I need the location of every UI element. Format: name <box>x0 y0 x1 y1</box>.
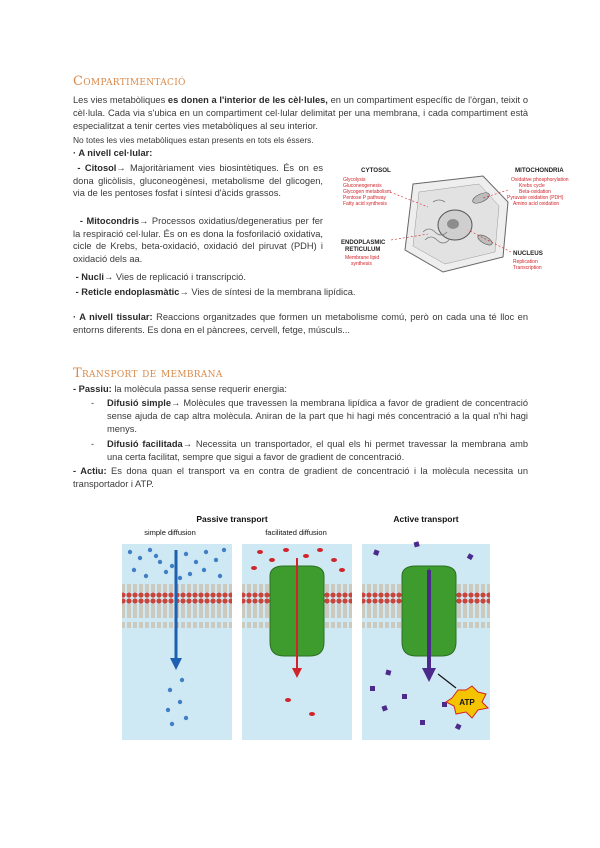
note-line: No totes les vies metabòliques estan presents en tots els éssers. <box>73 135 314 145</box>
mito-item-2: Beta-oxidation <box>519 189 551 195</box>
cytosol-title: CYTOSOL <box>361 167 391 174</box>
er-item-0: Membrane lipid <box>345 255 380 261</box>
citosol-text: Majoritàriament vies biosintètiques. És on es dona glicòlisis, gluconeogènesi, metabolisme del glicogen, via de les pentoses fosfat i síntesi d'àcids grassos. <box>73 163 323 199</box>
facil-text: Necessita un transportador, el qual els hi permet travessar la membrana amb una certa facilitat, sempre que sigui a favor de gradient de concentració. <box>107 439 528 462</box>
nucleus-item-1: Transcription <box>513 265 542 271</box>
mito-item-3: Pyruvate oxidation (PDH) <box>507 195 564 201</box>
panel-facilitated-diffusion <box>242 544 352 740</box>
cell-illustration <box>405 176 508 272</box>
tissue-paragraph <box>73 311 528 337</box>
cellular-label: · A nivell cel·lular: <box>73 148 153 158</box>
active-transport-title: Active transport <box>393 514 459 524</box>
passiu-text: la molècula passa sense requerir energia: <box>111 384 287 394</box>
panel-active-transport <box>362 541 490 740</box>
intro-paragraph <box>73 94 528 134</box>
passive-transport-title: Passive transport <box>196 514 268 524</box>
mito-item-1: Krebs cycle <box>519 183 545 189</box>
nucli-text: Vies de replicació i transcripció. <box>113 272 246 282</box>
tissue-label: · A nivell tissular: <box>73 312 153 322</box>
actiu-paragraph <box>73 465 528 491</box>
nucleolus-shape <box>447 219 459 229</box>
bullet-dash: - <box>91 398 95 408</box>
mito-text: Processos oxidatius/degeneratius per fer la respiració cel·lular. És on es dona la fosforilació oxidativa, cicle de Krebs, beta-oxidació, oxidació del piruvat (PDH) i oxidació dels aa. <box>73 216 323 264</box>
er-title-line1: ENDOPLASMIC <box>341 240 386 246</box>
simple-label: Difusió simple→ <box>107 398 181 408</box>
citosol-item <box>73 162 323 200</box>
membrane-transport-figure <box>120 510 492 742</box>
tissue-text: Reaccions organitzades que formen un metabolisme comú, però on cada una té lloc en entorns diferents. Es dona en el pàncrees, cervell, fetge, músculs... <box>73 312 528 336</box>
mito-title: MITOCHONDRIA <box>515 167 564 174</box>
simple-text: Molècules que travessen la membrana lipídica a favor de gradient de concentració sense ajuda de cap altra molècula. Aniran de la part que hi hagi més concentració a la qual n'hi hagi menys. <box>107 398 528 434</box>
re-text: Vies de síntesi de la membrana lipídica. <box>188 287 356 297</box>
nucleus-title: NUCLEUS <box>513 250 543 257</box>
nucli-label: - Nucli→ <box>75 272 114 282</box>
panel-simple-diffusion <box>122 544 232 740</box>
cytosol-item-2: Glycogen metabolism <box>343 189 392 195</box>
re-label: - Reticle endoplasmàtic→ <box>75 287 189 297</box>
actiu-label: - Actiu: <box>73 466 107 476</box>
passiu-line <box>73 383 287 396</box>
citosol-label: - Citosol→ <box>77 163 126 173</box>
facilitated-diffusion-label: facilitated diffusion <box>265 528 327 537</box>
simple-diffusion-item <box>107 397 528 436</box>
cell-compartments-figure <box>333 162 583 280</box>
nucleus-item-0: Replication <box>513 259 538 265</box>
nucli-item <box>73 271 246 284</box>
passiu-label: - Passiu: <box>73 384 112 394</box>
actiu-text: Es dona quan el transport va en contra de gradient de concentració i la molècula necessita un transportador i ATP. <box>73 466 528 490</box>
intro-prefix: Les vies metabòliques <box>73 95 168 105</box>
section-title-transport: Transport de membrana <box>73 366 223 381</box>
cytosol-item-3: Pentose P pathway <box>343 195 386 201</box>
mito-label: - Mitocondris→ <box>79 216 149 226</box>
intro-bold: es donen a l'interior de les cèl·lules, <box>167 95 328 105</box>
cytosol-item-4: Fatty acid synthesis <box>343 201 387 207</box>
intro-rest: en un compartiment específic de l'òrgan, teixit o cèl·lula. Cada via s'ubica en un compartiment cel·lular delimitat per una membrana, i cada compartiment està especialitzat a tenir certes vies metabòliques al seu interior. <box>73 95 528 132</box>
er-item-1: synthesis <box>351 261 372 267</box>
re-item <box>73 286 356 299</box>
section-title-compartimentacio: Compartimentació <box>73 74 186 89</box>
facilitated-diffusion-item <box>107 438 528 464</box>
atp-label: ATP <box>459 698 475 707</box>
cytosol-item-0: Glycolysis <box>343 177 366 183</box>
facil-label: Difusió facilitada→ <box>107 439 192 449</box>
mito-item-4: Amino acid oxidation <box>513 201 560 207</box>
simple-diffusion-label: simple diffusion <box>144 528 196 537</box>
mito-item <box>73 215 323 265</box>
mito-item-0: Oxidative phosphorylation <box>511 177 569 183</box>
bullet-dash-2: - <box>91 439 95 449</box>
er-title-line2: RETICULUM <box>345 247 381 253</box>
cytosol-item-1: Gluconeogenesis <box>343 183 382 189</box>
